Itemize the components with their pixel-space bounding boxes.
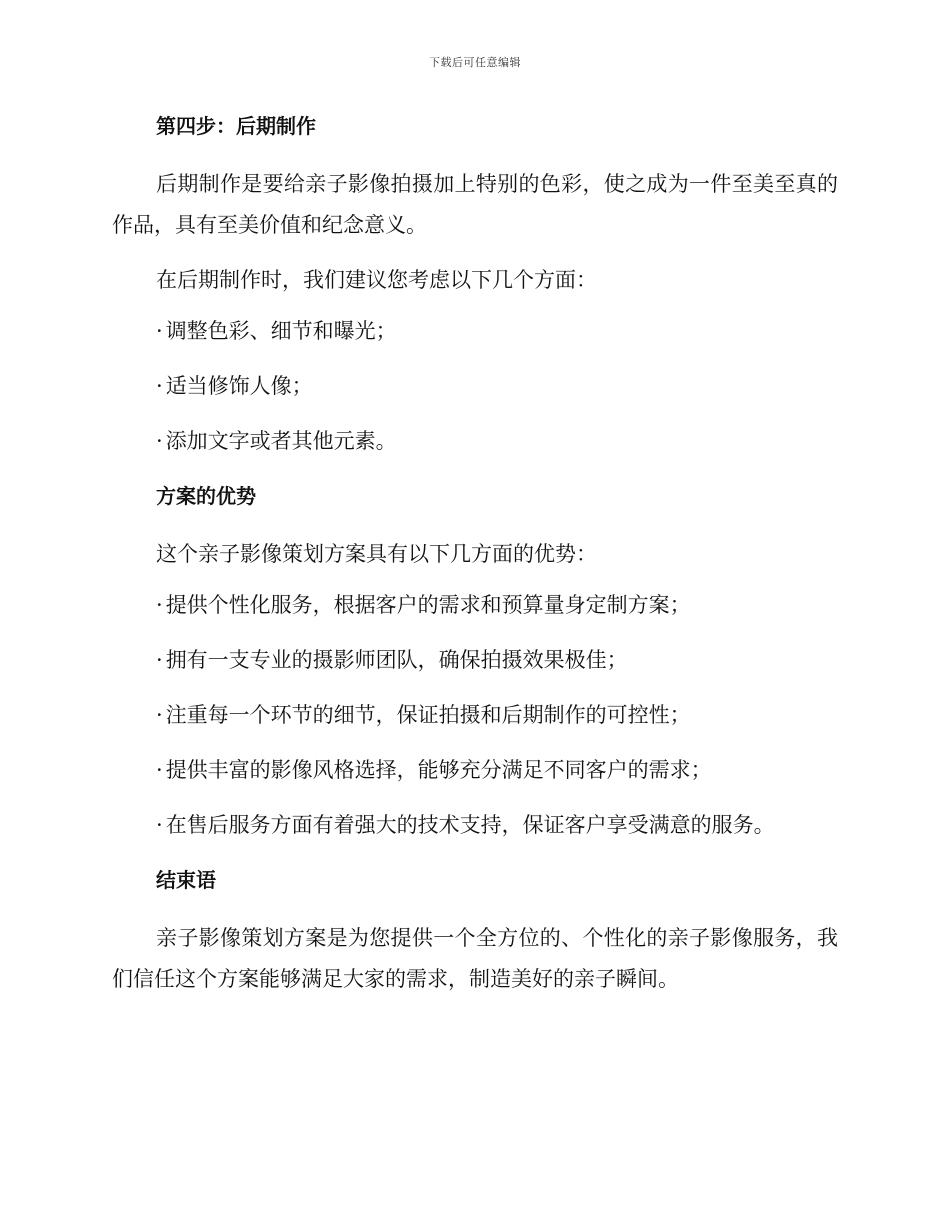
list-item [112, 644, 838, 676]
list-item-text: 拥有一支专业的摄影师团队，确保拍摄效果极佳； [165, 648, 628, 672]
list-item [112, 589, 838, 621]
bullet-symbol: · [156, 593, 163, 617]
list-item-text: 适当修饰人像； [165, 374, 313, 398]
bullet-symbol: · [156, 758, 163, 782]
bullet-symbol: · [156, 648, 163, 672]
list-item-text: 注重每一个环节的细节，保证拍摄和后期制作的可控性； [165, 703, 691, 727]
page-header: 下载后可任意编辑 [429, 56, 521, 69]
list-item [112, 315, 838, 347]
bullet-symbol: · [156, 374, 163, 398]
paragraph-advantages-intro: 这个亲子影像策划方案具有以下几方面的优势： [156, 542, 597, 566]
heading-post-production: 第四步：后期制作 [156, 114, 316, 138]
paragraph-conclusion: 亲子影像策划方案是为您提供一个全方位的、个性化的亲子影像服务，我们信任这个方案能够满足大家的需求，制造美好的亲子瞬间。 [112, 926, 838, 991]
bullet-symbol: · [156, 429, 163, 453]
list-item [112, 699, 838, 731]
list-item [112, 809, 838, 841]
paragraph-post-production-consider: 在后期制作时，我们建议您考虑以下几个方面： [156, 268, 597, 292]
bullet-symbol: · [156, 703, 163, 727]
list-item-text: 在售后服务方面有着强大的技术支持，保证客户享受满意的服务。 [165, 813, 775, 837]
heading-advantages: 方案的优势 [156, 484, 256, 508]
bullet-symbol: · [156, 813, 163, 837]
list-item-text: 调整色彩、细节和曝光； [165, 319, 397, 343]
list-item [112, 754, 838, 786]
list-item-text: 提供丰富的影像风格选择，能够充分满足不同客户的需求； [165, 758, 712, 782]
document-body [112, 110, 838, 1014]
list-item [112, 425, 838, 457]
list-item [112, 370, 838, 402]
paragraph-post-production-intro: 后期制作是要给亲子影像拍摄加上特别的色彩，使之成为一件至美至真的作品，具有至美价值和纪念意义。 [112, 172, 838, 237]
list-item-text: 添加文字或者其他元素。 [165, 429, 397, 453]
heading-conclusion: 结束语 [156, 868, 216, 892]
list-item-text: 提供个性化服务，根据客户的需求和预算量身定制方案； [165, 593, 691, 617]
bullet-symbol: · [156, 319, 163, 343]
